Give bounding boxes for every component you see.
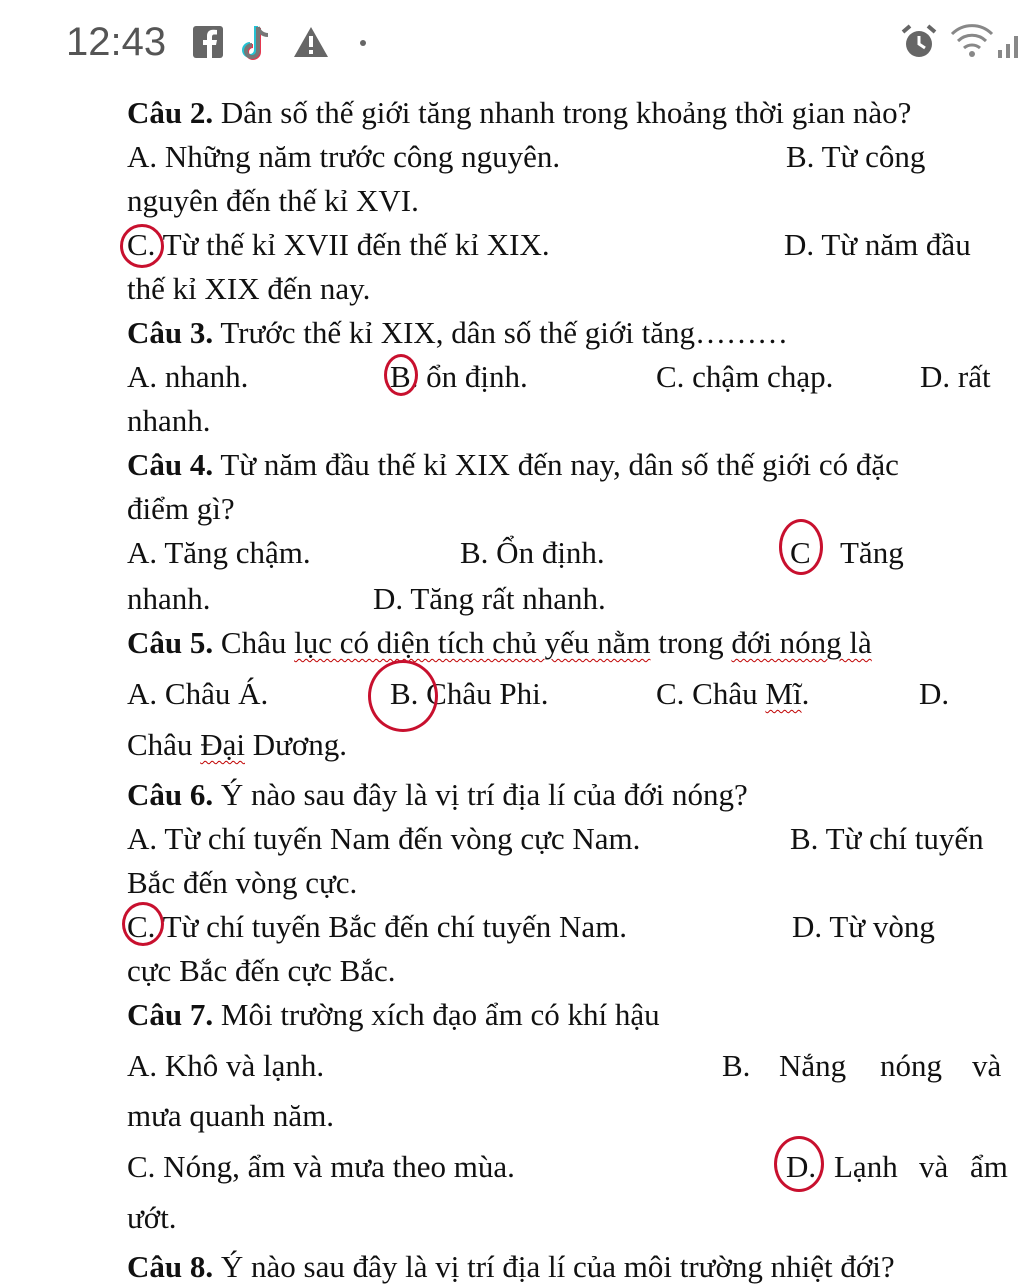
question-text: Ý nào sau đây là vị trí địa lí của đới nóng?	[213, 777, 748, 812]
option-a: A. Tăng chậm.	[127, 535, 311, 570]
option-b: Nắng	[779, 1048, 847, 1083]
question-number: Câu 5.	[127, 625, 214, 660]
question-text: Dân số thế giới tăng nhanh trong khoảng thời gian nào?	[213, 95, 912, 130]
option-c: Tăng	[840, 535, 904, 570]
question-7-line	[127, 999, 660, 1030]
option-b: nóng	[880, 1048, 942, 1083]
option-d: ẩm	[970, 1149, 1008, 1184]
question-2-line	[127, 97, 911, 128]
option-d-continued: nhanh.	[127, 403, 211, 438]
question-5-line	[127, 627, 872, 658]
option-d: D.	[786, 1149, 817, 1184]
option-d: D. Từ năm đầu	[784, 227, 971, 262]
option-c: C. Từ thế kỉ XVII đến thế kỉ XIX.	[127, 227, 550, 262]
option-c-continued: nhanh.	[127, 581, 211, 616]
question-3-line	[127, 317, 788, 348]
question-number: Câu 7.	[127, 997, 214, 1032]
answer-circle-mark	[779, 519, 823, 575]
question-text: Châu	[213, 625, 295, 660]
answer-circle-mark	[122, 902, 164, 946]
option-a: A. Khô và lạnh.	[127, 1048, 325, 1083]
question-text: trong	[650, 625, 732, 660]
option-c: C. Từ chí tuyến Bắc đến chí tuyến Nam.	[127, 909, 628, 944]
answer-circle-mark	[774, 1136, 824, 1192]
question-8-line	[127, 1251, 895, 1282]
option-d-text: Dương.	[244, 727, 348, 762]
question-text: Môi trường xích đạo ẩm có khí hậu	[213, 997, 660, 1032]
option-d: Lạnh	[834, 1149, 898, 1184]
question-text-misspelling: đới nóng là	[731, 625, 872, 660]
option-a: A. nhanh.	[127, 359, 249, 394]
option-d: và	[919, 1149, 949, 1184]
answer-circle-mark	[384, 354, 418, 396]
option-b: B.	[722, 1048, 751, 1083]
option-d-misspelling: Đại	[200, 727, 245, 762]
option-b: B. Từ chí tuyến	[790, 821, 984, 856]
option-c	[656, 678, 809, 709]
option-d: D. Từ vòng	[792, 909, 935, 944]
question-text: Ý nào sau đây là vị trí địa lí của môi trường nhiệt đới?	[213, 1249, 895, 1284]
answer-circle-mark	[368, 660, 438, 732]
option-b-continued: mưa quanh năm.	[127, 1098, 335, 1133]
option-d-continued	[127, 729, 347, 760]
option-b-continued: nguyên đến thế kỉ XVI.	[127, 183, 419, 218]
option-d-continued: thế kỉ XIX đến nay.	[127, 271, 371, 306]
status-time: 12:43	[66, 20, 167, 64]
option-c: C. chậm chạp.	[656, 359, 834, 394]
question-text: Trước thế kỉ XIX, dân số thế giới tăng………	[213, 315, 788, 350]
option-b: B. ổn định.	[390, 359, 528, 394]
option-a: A. Từ chí tuyến Nam đến vòng cực Nam.	[127, 821, 641, 856]
question-number: Câu 2.	[127, 95, 214, 130]
option-c-misspelling: Mĩ	[765, 676, 802, 711]
option-b: B. Ổn định.	[460, 535, 605, 570]
option-b: B. Châu Phi.	[390, 676, 549, 711]
answer-circle-mark	[120, 224, 164, 268]
option-d-continued: cực Bắc đến cực Bắc.	[127, 953, 396, 988]
question-text-misspelling: lục có diện tích chủ yếu nằm	[294, 625, 651, 660]
question-4-line	[127, 449, 899, 480]
question-number: Câu 8.	[127, 1249, 214, 1284]
option-c-text: .	[801, 676, 810, 711]
option-b: B. Từ công	[786, 139, 926, 174]
option-d-text: Châu	[127, 727, 201, 762]
option-d: D. rất	[920, 359, 991, 394]
option-d-continued: ướt.	[127, 1200, 177, 1235]
question-number: Câu 3.	[127, 315, 214, 350]
question-text: Từ năm đầu thế kỉ XIX đến nay, dân số thế giới có đặc	[213, 447, 899, 482]
option-b-continued: Bắc đến vòng cực.	[127, 865, 358, 900]
option-b: và	[972, 1048, 1002, 1083]
option-d: D. Tăng rất nhanh.	[373, 581, 606, 616]
option-a: A. Những năm trước công nguyên.	[127, 139, 561, 174]
question-number: Câu 4.	[127, 447, 214, 482]
option-a: A. Châu Á.	[127, 676, 269, 711]
question-6-line	[127, 779, 748, 810]
question-number: Câu 6.	[127, 777, 214, 812]
option-d: D.	[919, 676, 950, 711]
option-c: C. Nóng, ẩm và mưa theo mùa.	[127, 1149, 515, 1184]
option-c-letter: C	[790, 535, 811, 570]
question-text-continued: điểm gì?	[127, 491, 235, 526]
option-c-text: C. Châu	[656, 676, 766, 711]
